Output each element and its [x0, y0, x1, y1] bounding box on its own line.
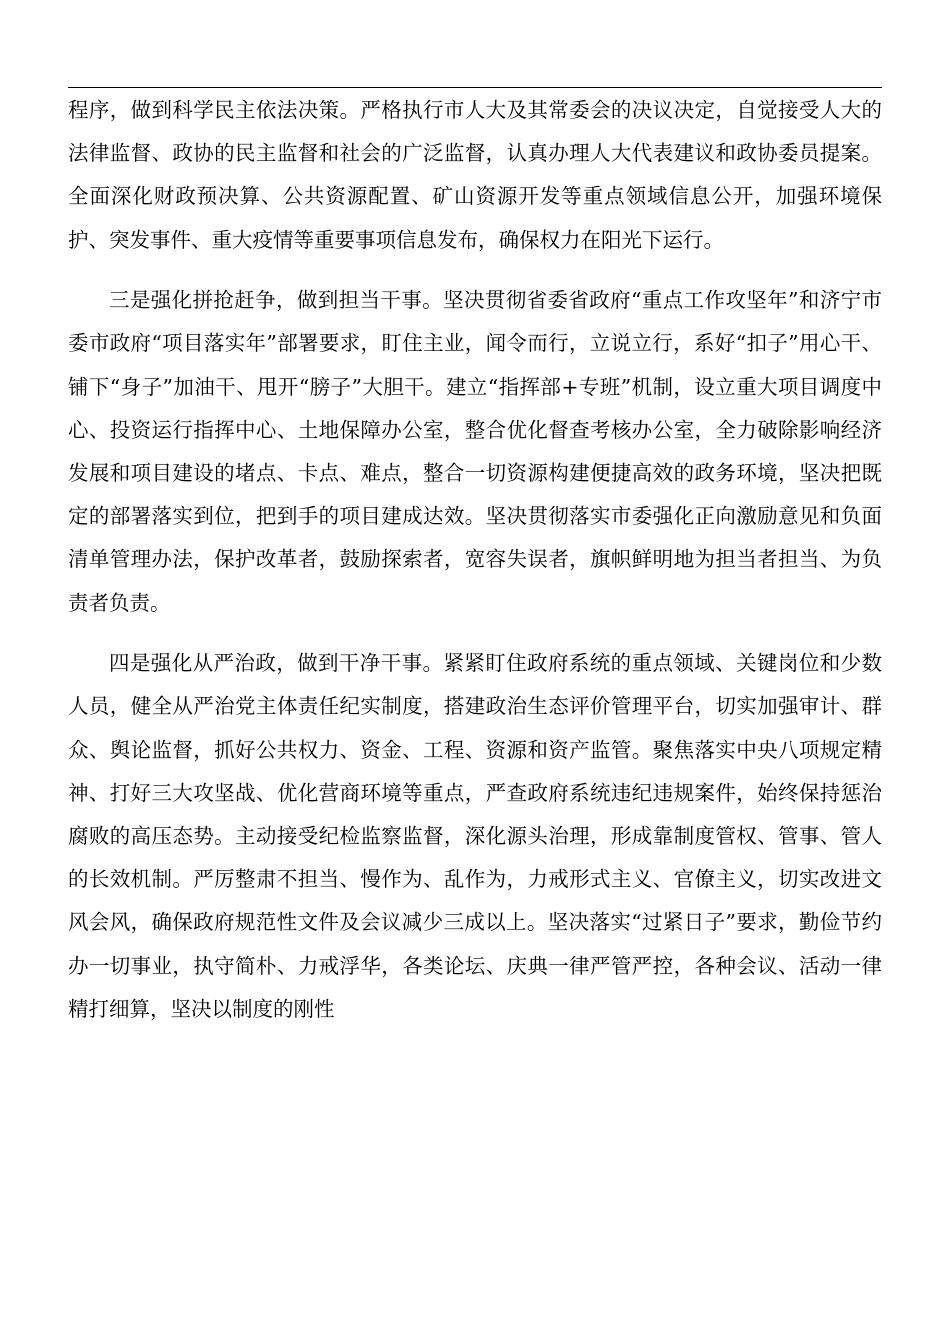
paragraph-point-four: 四是强化从严治政，做到干净干事。紧紧盯住政府系统的重点领域、关键岗位和少数人员，健全从严治党主体责任纪实制度，搭建政治生态评价管理平台，切实加强审计、群众、舆论监督，抓好公共权力、资金、工程、资源和资产监管。聚焦落实中央八项规定精神、打好三大攻坚战、优化营商环境等重点，严查政府系统违纪违规案件，始终保持惩治腐败的高压态势。主动接受纪检监察监督，深化源头治理，形成靠制度管权、管事、管人的长效机制。严厉整肃不担当、慢作为、乱作为，力戒形式主义、官僚主义，切实改进文风会风，确保政府规范性文件及会议减少三成以上。坚决落实“过紧日子”要求，勤俭节约办一切事业，执守简朴、力戒浮华，各类论坛、庆典一律严管严控，各种会议、活动一律精打细算，坚决以制度的刚性 — [68, 651, 882, 1021]
header-rule — [68, 87, 882, 88]
paragraph-continuation: 程序，做到科学民主依法决策。严格执行市人大及其常委会的决议决定，自觉接受人大的法律监督、政协的民主监督和社会的广泛监督，认真办理人大代表建议和政协委员提案。全面深化财政预决算、公共资源配置、矿山资源开发等重点领域信息公开，加强环境保护、突发事件、重大疫情等重要事项信息发布，确保权力在阳光下运行。 — [68, 98, 882, 252]
body-text — [68, 89, 882, 1048]
paragraph-point-three: 三是强化拼抢赶争，做到担当干事。坚决贯彻省委省政府“重点工作攻坚年”和济宁市委市政府“项目落实年”部署要求，盯住主业，闻令而行，立说立行，系好“扣子”用心干、铺下“身子”加油干、甩开“膀子”大胆干。建立“指挥部+专班”机制，设立重大项目调度中心、投资运行指挥中心、土地保障办公室，整合优化督查考核办公室，全力破除影响经济发展和项目建设的堵点、卡点、难点，整合一切资源构建便捷高效的政务环境，坚决把既定的部署落实到位，把到手的项目建成达效。坚决贯彻落实市委强化正向激励意见和负面清单管理办法，保护改革者，鼓励探索者，宽容失误者，旗帜鲜明地为担当者担当、为负责者负责。 — [68, 288, 882, 615]
